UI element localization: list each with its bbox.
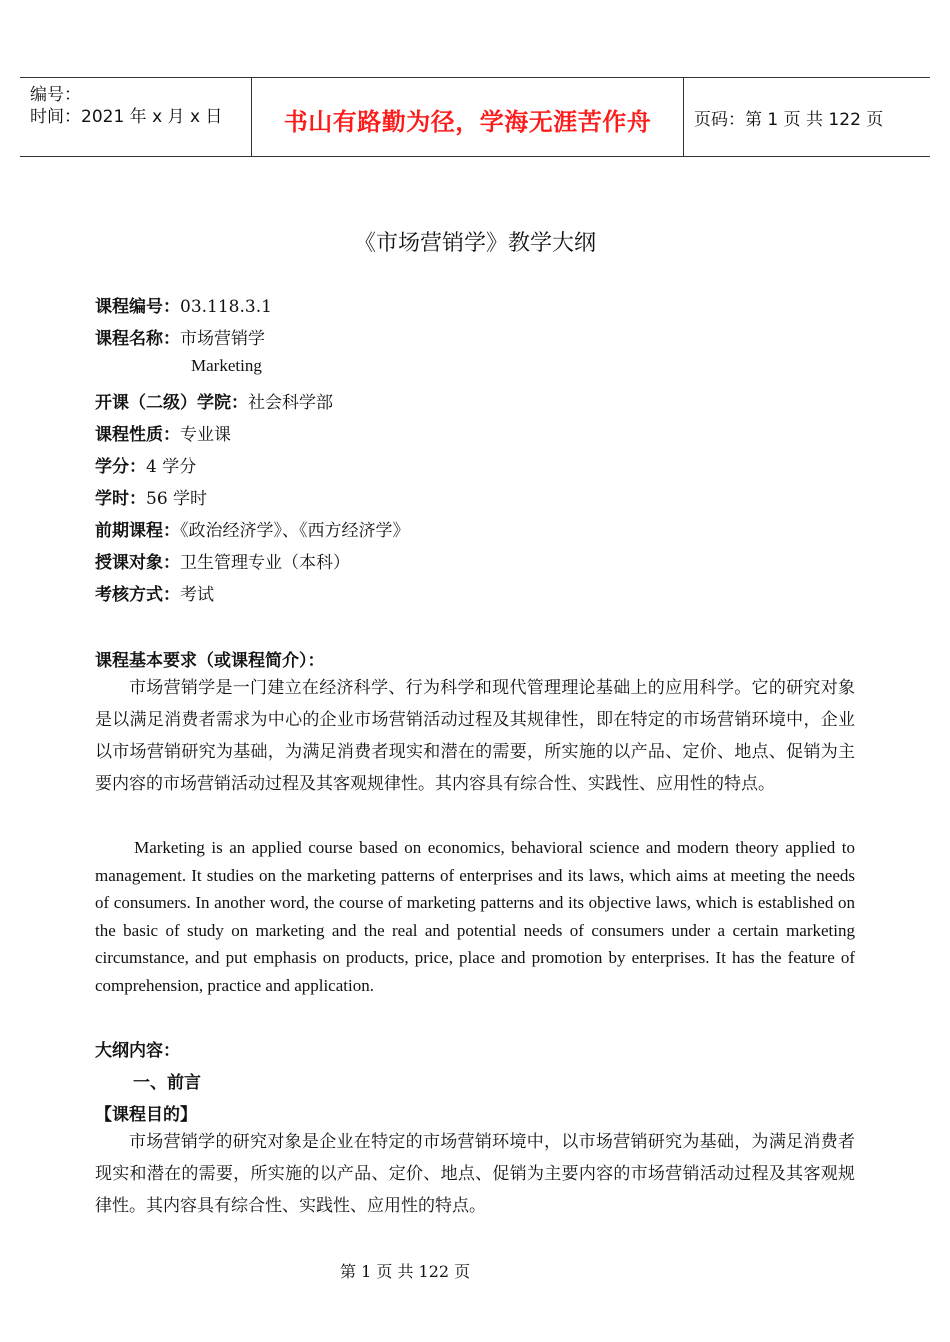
- info-label: 学分：: [95, 457, 146, 477]
- info-label: 前期课程：: [95, 521, 180, 541]
- page-footer: 第 1 页 共 122 页: [340, 1262, 471, 1281]
- intro-heading: 课程基本要求（或课程简介）：: [95, 651, 325, 671]
- info-value: 专业课: [180, 425, 231, 445]
- info-label: 学时：: [95, 489, 146, 509]
- info-value: 03.118.3.1: [180, 297, 272, 317]
- info-label: 课程名称：: [95, 329, 180, 349]
- info-value: 《政治经济学》、《西方经济学》: [180, 521, 410, 541]
- serial-label: 编号：: [30, 85, 81, 105]
- info-line-audience: [95, 548, 350, 573]
- info-label: 课程性质：: [95, 425, 180, 445]
- info-value: Marketing: [191, 356, 262, 375]
- info-label: 授课对象：: [95, 553, 180, 573]
- info-line-college: [95, 388, 333, 413]
- info-line-course-name: [95, 324, 265, 349]
- outline-heading: 大纲内容：: [95, 1041, 180, 1061]
- intro-paragraph-cn: 市场营销学是一门建立在经济科学、行为科学和现代管理理论基础上的应用科学。它的研究对象是以满足消费者需求为中心的企业市场营销活动过程及其规律性，即在特定的市场营销环境中，企业以市场营销研究为基础，为满足消费者现实和潜在的需要，所实施的以产品、定价、地点、促销为主要内容的市场营销活动过程及其客观规律性。其内容具有综合性、实践性、应用性的特点。: [95, 678, 855, 794]
- page-info: 页码：第 1 页 共 122 页: [694, 109, 884, 130]
- course-purpose-heading: 【课程目的】: [95, 1105, 197, 1125]
- course-purpose-paragraph: 市场营销学的研究对象是企业在特定的市场营销环境中，以市场营销研究为基础，为满足消费者现实和潜在的需要，所实施的以产品、定价、地点、促销为主要内容的市场营销活动过程及其客观规律性。其内容具有综合性、实践性、应用性的特点。: [95, 1132, 855, 1216]
- intro-paragraph-en: Marketing is an applied course based on economics, behavioral science and modern theory applied to management. It studies on the marketing patterns of enterprises and its laws, which aims at meeting the needs of consumers. In another word, the course of marketing patterns and its objective laws, which is established on the basic of study on marketing and the real and potential needs of consumers under a certain marketing circumstance, and put emphasis on products, price, place and promotion by enterprises. It has the feature of comprehension, practice and application.: [95, 838, 855, 995]
- header-motto-cell: [252, 78, 684, 156]
- info-line-credits: [95, 452, 196, 477]
- date-label: 时间：2021 年 x 月 x 日: [30, 107, 223, 127]
- info-value: 卫生管理专业（本科）: [180, 553, 350, 573]
- info-label: 开课（二级）学院：: [95, 393, 248, 413]
- info-line-course-type: [95, 420, 231, 445]
- header-meta: [20, 78, 252, 156]
- header-page-info-cell: [684, 78, 930, 156]
- info-line-course-code: [95, 292, 272, 317]
- info-value: 市场营销学: [180, 329, 265, 349]
- info-line-prerequisites: [95, 516, 410, 541]
- info-value: 56 学时: [146, 489, 208, 509]
- info-label: 考核方式：: [95, 585, 180, 605]
- info-value: 4 学分: [146, 457, 197, 477]
- document-title: 《市场营销学》教学大纲: [353, 231, 596, 256]
- info-value: 考试: [180, 585, 214, 605]
- info-line-assessment: [95, 580, 214, 605]
- info-label: 课程编号：: [95, 297, 180, 317]
- info-line-hours: [95, 484, 207, 509]
- info-value: 社会科学部: [248, 393, 333, 413]
- section-heading-preface: 一、前言: [133, 1073, 201, 1093]
- motto-text: 书山有路勤为径，学海无涯苦作舟: [283, 107, 652, 136]
- info-line-course-name-en: [191, 356, 262, 376]
- page-header: [20, 77, 930, 157]
